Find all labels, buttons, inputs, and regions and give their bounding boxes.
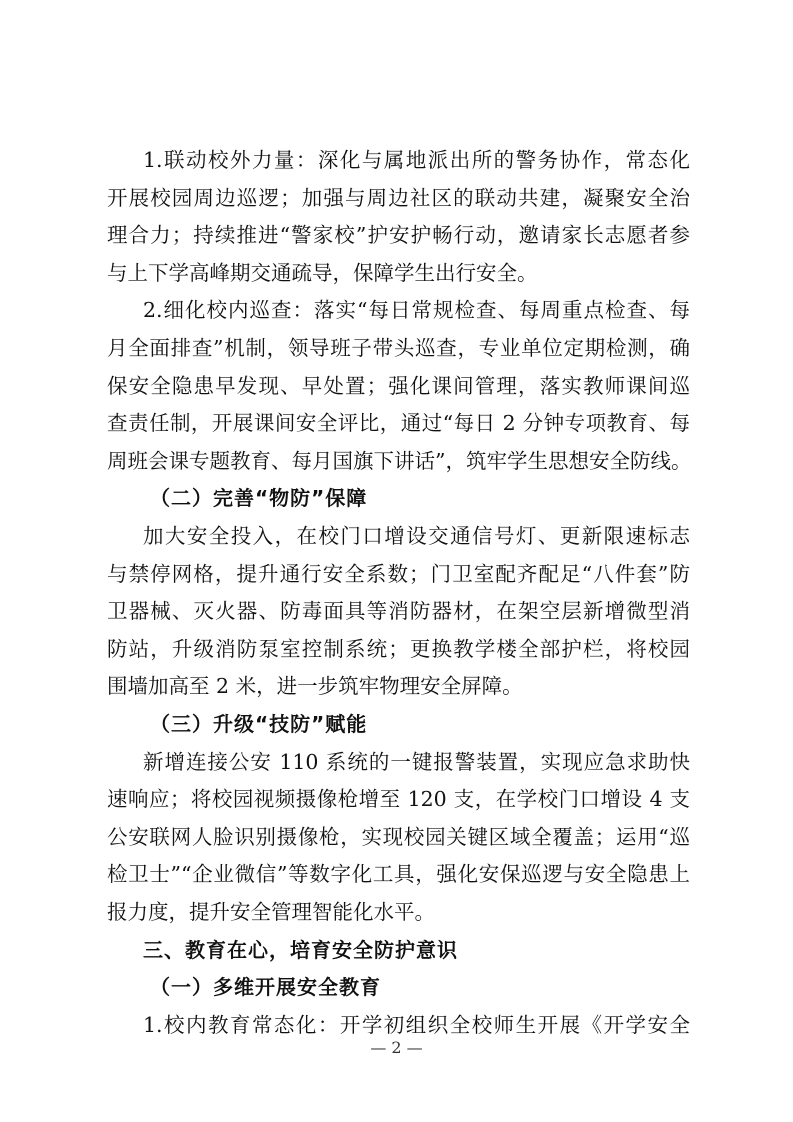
text-line: 查责任制，开展课间安全评比，通过“每日 2 分钟专项教育、每 <box>107 411 690 436</box>
text-line: 速响应；将校园视频摄像枪增至 120 支，在学校门口增设 4 支 <box>107 787 690 812</box>
section-heading: （二）完善“物防”保障 <box>150 486 368 511</box>
page-number: — 2 — <box>370 1038 423 1057</box>
text-line: 检卫士”“企业微信”等数字化工具，强化安保巡逻与安全隐患上 <box>107 862 690 887</box>
text-line: 围墙加高至 2 米，进一步筑牢物理安全屏障。 <box>107 674 523 699</box>
section-heading: 三、教育在心，培育安全防护意识 <box>143 937 458 962</box>
text-line: 报力度，提升安全管理智能化水平。 <box>107 900 435 924</box>
text-line: 新增连接公安 110 系统的一键报警装置，实现应急求助快 <box>143 749 690 774</box>
text-line: 理合力；持续推进“警家校”护安护畅行动，邀请家长志愿者参 <box>107 223 690 248</box>
text-line: 与禁停网格，提升通行安全系数；门卫室配齐配足“八件套”防 <box>107 561 690 586</box>
text-line: 防站，升级消防泵室控制系统；更换教学楼全部护栏，将校园 <box>107 636 690 661</box>
text-line: 1.校内教育常态化：开学初组织全校师生开展《开学安全 <box>143 1012 690 1037</box>
text-line: 公安联网人脸识别摄像枪，实现校园关键区域全覆盖；运用“巡 <box>107 824 690 849</box>
text-line: 保安全隐患早发现、早处置；强化课间管理，落实教师课间巡 <box>107 373 690 398</box>
text-line: 开展校园周边巡逻；加强与周边社区的联动共建，凝聚安全治 <box>107 185 690 210</box>
text-line: 加大安全投入，在校门口增设交通信号灯、更新限速标志 <box>143 524 690 548</box>
text-line: 月全面排查”机制，领导班子带头巡查，专业单位定期检测，确 <box>107 336 690 360</box>
text-line: 周班会课专题教育、每月国旗下讲话”，筑牢学生思想安全防线。 <box>107 448 692 473</box>
text-line: 与上下学高峰期交通疏导，保障学生出行安全。 <box>107 260 538 285</box>
text-line: 2.细化校内巡查：落实“每日常规检查、每周重点检查、每 <box>143 298 690 323</box>
section-heading: （一）多维开展安全教育 <box>150 975 381 1000</box>
text-line: 卫器械、灭火器、防毒面具等消防器材，在架空层新增微型消 <box>107 599 690 624</box>
section-heading: （三）升级“技防”赋能 <box>150 712 368 736</box>
text-line: 1.联动校外力量：深化与属地派出所的警务协作，常态化 <box>143 148 690 172</box>
